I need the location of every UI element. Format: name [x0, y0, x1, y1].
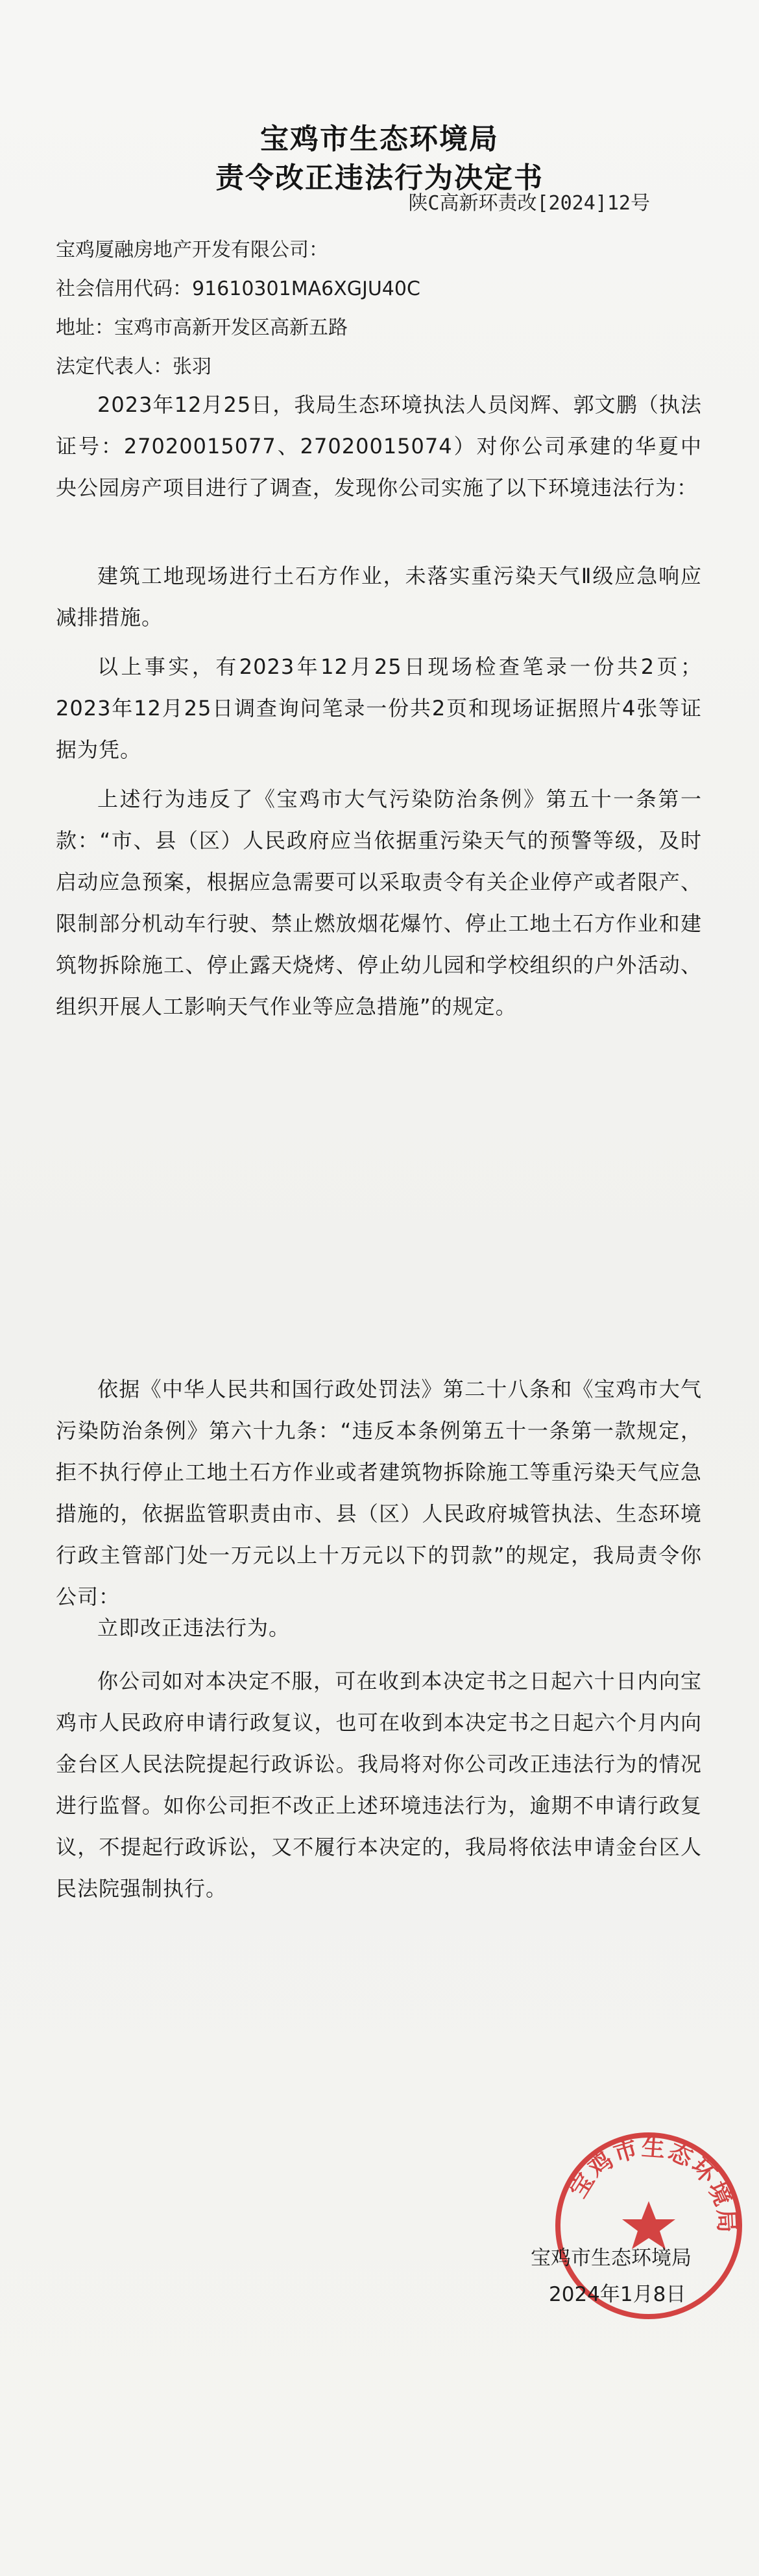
document-number: 陕C高新环责改[2024]12号 — [408, 192, 650, 215]
document-title-org: 宝鸡市生态环境局 — [260, 123, 499, 156]
paragraph-investigation: 2023年12月25日，我局生态环境执法人员闵辉、郭文鹏（执法证号：27020015077、27020015074）对你公司承建的华夏中央公园房产项目进行了调查，发现你公司实施了以下环境违法行为： — [56, 392, 702, 500]
signature-organization: 宝鸡市生态环境局 — [531, 2247, 692, 2270]
recipient-company: 宝鸡厦融房地产开发有限公司： — [56, 239, 328, 261]
paragraph-violation: 建筑工地现场进行土石方作业，未落实重污染天气Ⅱ级应急响应减排措施。 — [56, 564, 702, 630]
paragraph-appeal-rights: 你公司如对本决定不服，可在收到本决定书之日起六十日内向宝鸡市人民政府申请行政复议，也可在收到本决定书之日起六个月内向金台区人民法院提起行政诉讼。我局将对你公司改正违法行为的情况进行监督。如你公司拒不改正上述环境违法行为，逾期不申请行政复议，不提起行政诉讼，又不履行本决定的，我局将依法申请金台区人民法院强制执行。 — [56, 1669, 702, 1901]
paragraph-regulation: 上述行为违反了《宝鸡市大气污染防治条例》第五十一条第一款：“市、县（区）人民政府应当依据重污染天气的预警等级，及时启动应急预案，根据应急需要可以采取责令有关企业停产或者限产、限制部分机动车行驶、禁止燃放烟花爆竹、停止工地土石方作业和建筑物拆除施工、停止露天烧烤、停止幼儿园和学校组织的户外活动、组织开展人工影响天气作业等应急措施”的规定。 — [56, 787, 702, 1019]
paragraph-evidence: 以上事实，有2023年12月25日现场检查笔录一份共2页；2023年12月25日调查询问笔录一份共2页和现场证据照片4张等证据为凭。 — [56, 654, 702, 762]
credit-code: 社会信用代码：91610301MA6XGJU40C — [56, 278, 420, 300]
paragraph-legal-basis: 依据《中华人民共和国行政处罚法》第二十八条和《宝鸡市大气污染防治条例》第六十九条：“违反本条例第五十一条第一款规定，拒不执行停止工地土石方作业或者建筑物拆除施工等重污染天气应急措施的，依据监管职责由市、县（区）人民政府城管执法、生态环境行政主管部门处一万元以上十万元以下的罚款”的规定，我局责令你公司： — [56, 1377, 702, 1609]
legal-representative: 法定代表人：张羽 — [56, 355, 211, 378]
paragraph-order: 立即改正违法行为。 — [97, 1616, 291, 1640]
signature-date: 2024年1月8日 — [549, 2283, 686, 2306]
recipient-address: 地址：宝鸡市高新开发区高新五路 — [56, 316, 348, 339]
document-title: 责令改正违法行为决定书 — [215, 161, 544, 195]
svg-text:宝鸡市生态环境局: 宝鸡市生态环境局 — [564, 2134, 740, 2236]
